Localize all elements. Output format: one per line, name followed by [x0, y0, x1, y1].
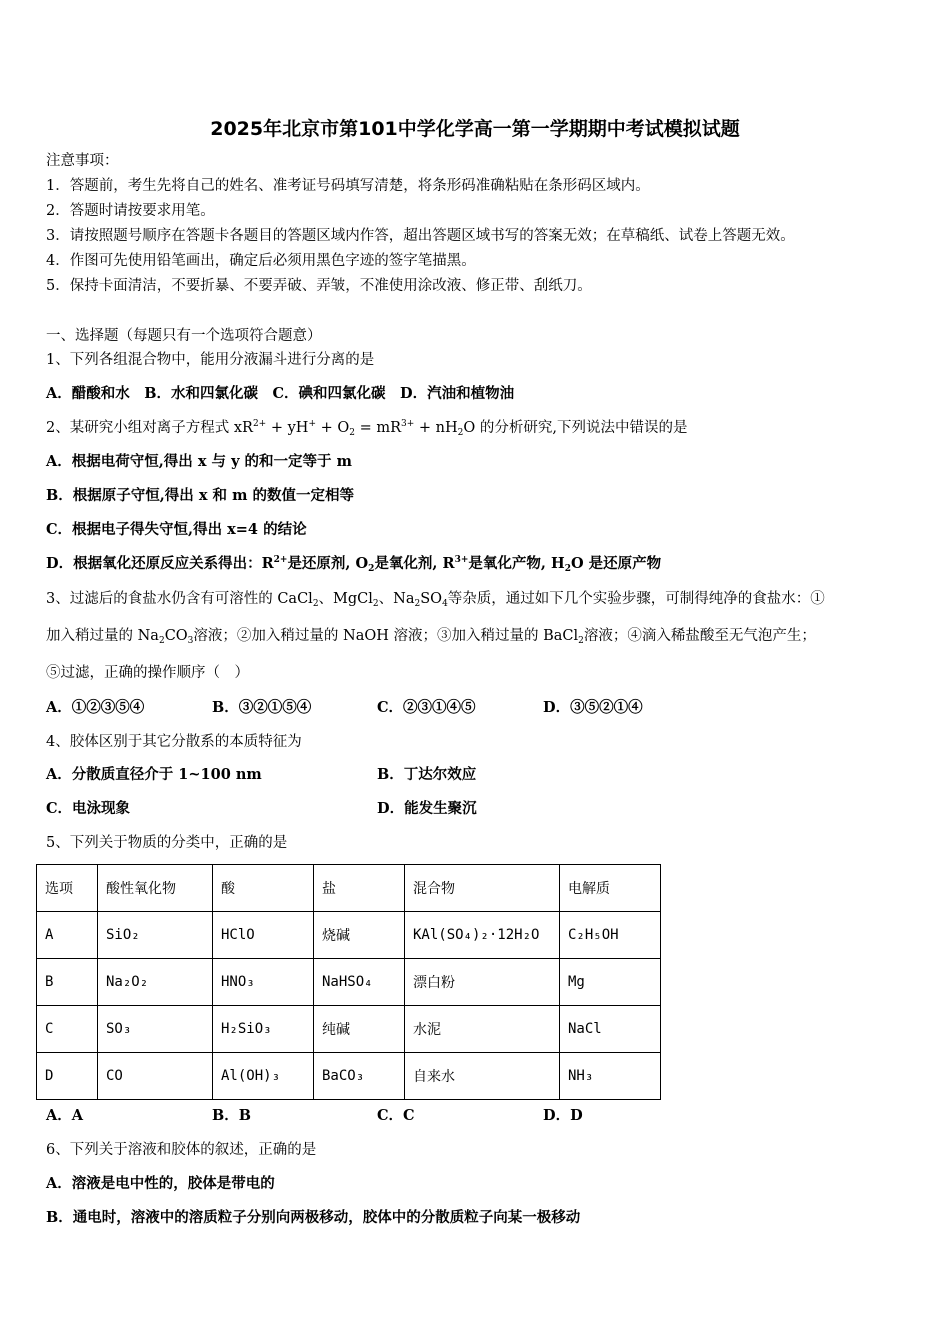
table-cell: NH₃	[560, 1053, 661, 1100]
table-row	[37, 1006, 661, 1053]
table-cell: B	[37, 959, 98, 1006]
table-cell: 自来水	[405, 1053, 560, 1100]
q3-stem-line1: 3、过滤后的食盐水仍含有可溶性的 CaCl$_2$、MgCl$_2$、$Na_2SO_4$等杂质，通过如下几个实验步骤，可制得纯净的食盐水：①	[46, 591, 825, 609]
q2-option-d: D．根据氧化还原反应关系得出：$R^{2+}$是还原剂, $O_2$是氧化剂, $R^{3+}$是氧化产物, $H_2O$ 是还原产物	[46, 555, 662, 574]
section-heading: 一、选择题（每题只有一个选项符合题意）	[46, 328, 322, 344]
q2-option-a: A．根据电荷守恒,得出 x 与 y 的和一定等于 m	[46, 453, 352, 470]
notice-item: 4．作图可先使用铅笔画出，确定后必须用黑色字迹的签字笔描黑。	[46, 253, 476, 269]
table-cell: C₂H₅OH	[560, 912, 661, 959]
q4-option-d: D．能发生聚沉	[377, 800, 477, 817]
q5-option-b: B．B	[212, 1107, 252, 1124]
q4-option-a: A．分散质直径介于 1~100 nm	[46, 766, 262, 783]
table-cell: H₂SiO₃	[213, 1006, 314, 1053]
q4-option-c: C．电泳现象	[46, 800, 131, 817]
q1-options: A．醋酸和水 B．水和四氯化碳 C．碘和四氯化碳 D．汽油和植物油	[46, 385, 515, 402]
q6-option-a: A．溶液是电中性的，胶体是带电的	[46, 1175, 275, 1192]
q4-stem: 4、胶体区别于其它分散系的本质特征为	[46, 734, 302, 750]
q3-option-a: A．①②③⑤④	[46, 699, 145, 716]
table-cell: KAl(SO₄)₂·12H₂O	[405, 912, 560, 959]
q2-option-c: C．根据电子得失守恒,得出 x=4 的结论	[46, 521, 307, 538]
table-row	[37, 959, 661, 1006]
page-title: 2025年北京市第101中学化学高一第一学期期中考试模拟试题	[210, 118, 740, 140]
table-cell: 漂白粉	[405, 959, 560, 1006]
table-cell: 纯碱	[314, 1006, 405, 1053]
classification-table	[36, 864, 661, 1100]
q3-option-c: C．②③①④⑤	[377, 699, 476, 716]
notice-item: 5．保持卡面清洁，不要折暴、不要弄破、弄皱，不准使用涂改液、修正带、刮纸刀。	[46, 278, 592, 294]
notice-heading: 注意事项：	[46, 153, 119, 169]
table-cell: NaHSO₄	[314, 959, 405, 1006]
q3-stem-line3: ⑤过滤，正确的操作顺序（ ）	[46, 665, 249, 681]
q5-stem: 5、下列关于物质的分类中，正确的是	[46, 835, 288, 851]
notice-item: 2．答题时请按要求用笔。	[46, 203, 215, 219]
table-row	[37, 1053, 661, 1100]
table-header-cell: 选项	[37, 865, 98, 912]
table-cell: Na₂O₂	[98, 959, 213, 1006]
table-cell: A	[37, 912, 98, 959]
table-cell: HNO₃	[213, 959, 314, 1006]
q6-stem: 6、下列关于溶液和胶体的叙述，正确的是	[46, 1142, 317, 1158]
table-cell: BaCO₃	[314, 1053, 405, 1100]
q5-option-a: A．A	[46, 1107, 84, 1124]
table-cell: HClO	[213, 912, 314, 959]
q6-option-b: B．通电时，溶液中的溶质粒子分别向两极移动，胶体中的分散质粒子向某一极移动	[46, 1209, 581, 1226]
q5-option-d: D．D	[543, 1107, 583, 1124]
q5-option-c: C．C	[377, 1107, 415, 1124]
table-cell: 烧碱	[314, 912, 405, 959]
q2-stem: 2、某研究小组对离子方程式 $xR^{2+} + yH^+ + O_2 = mR^{3+} + nH_2O$ 的分析研究,下列说法中错误的是	[46, 419, 688, 438]
table-cell: Al(OH)₃	[213, 1053, 314, 1100]
table-header-cell: 电解质	[560, 865, 661, 912]
table-header-row	[37, 865, 661, 912]
q3-option-b: B．③②①⑤④	[212, 699, 312, 716]
table-header-cell: 盐	[314, 865, 405, 912]
table-cell: C	[37, 1006, 98, 1053]
table-cell: CO	[98, 1053, 213, 1100]
q2-option-b: B．根据原子守恒,得出 x 和 m 的数值一定相等	[46, 487, 354, 504]
table-cell: D	[37, 1053, 98, 1100]
table-header-cell: 酸	[213, 865, 314, 912]
table-cell: NaCl	[560, 1006, 661, 1053]
q4-option-b: B．丁达尔效应	[377, 766, 477, 783]
table-cell: 水泥	[405, 1006, 560, 1053]
q3-stem-line2: 加入稍过量的 $Na_2CO_3$溶液；②加入稍过量的 NaOH 溶液；③加入稍过量的 BaCl$_2$溶液；④滴入稀盐酸至无气泡产生；	[46, 628, 816, 646]
notice-item: 3．请按照题号顺序在答题卡各题目的答题区域内作答，超出答题区域书写的答案无效；在草稿纸、试卷上答题无效。	[46, 228, 795, 244]
q1-stem: 1、下列各组混合物中，能用分液漏斗进行分离的是	[46, 352, 375, 368]
table-cell: SO₃	[98, 1006, 213, 1053]
table-header-cell: 混合物	[405, 865, 560, 912]
table-header-cell: 酸性氧化物	[98, 865, 213, 912]
notice-item: 1．答题前，考生先将自己的姓名、准考证号码填写清楚，将条形码准确粘贴在条形码区域内。	[46, 178, 650, 194]
q3-option-d: D．③⑤②①④	[543, 699, 643, 716]
table-cell: Mg	[560, 959, 661, 1006]
table-row	[37, 912, 661, 959]
table-cell: SiO₂	[98, 912, 213, 959]
